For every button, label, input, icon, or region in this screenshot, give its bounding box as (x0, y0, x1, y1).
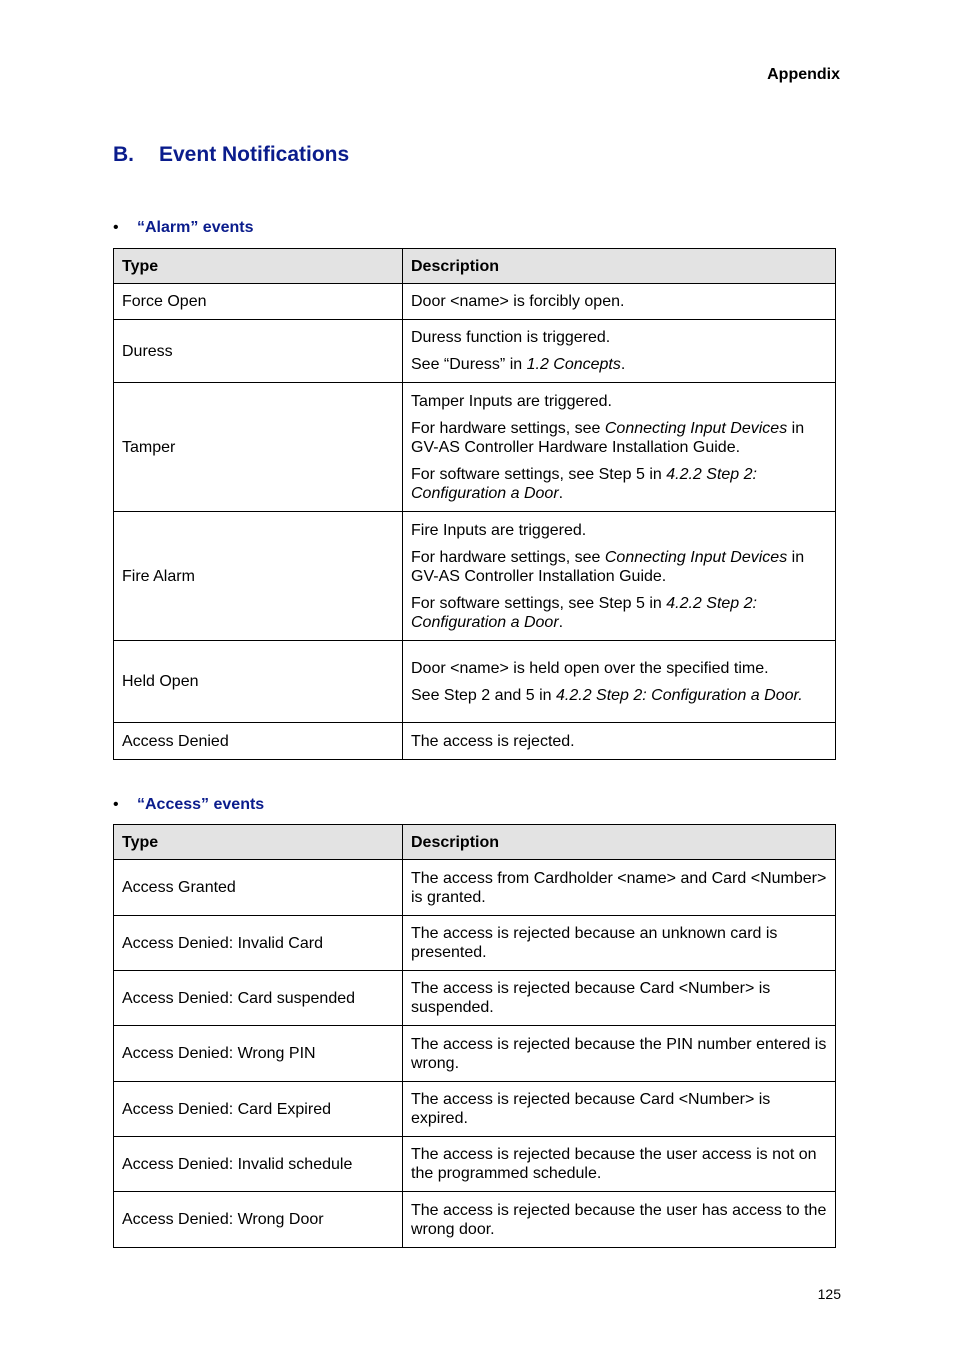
event-description (403, 1026, 836, 1082)
table-row (114, 1137, 836, 1192)
table-row (114, 971, 836, 1026)
description-line: See Step 2 and 5 in 4.2.2 Step 2: Configuration a Door. (411, 686, 803, 704)
description-line: For hardware settings, see Connecting Input Devices in GV-AS Controller Hardware Installation Guide. (411, 419, 805, 456)
alarm-events-title: “Alarm” events (137, 219, 254, 236)
description-line: Duress function is triggered. (411, 329, 611, 346)
table-row (114, 1192, 836, 1248)
access-events-title: “Access” events (137, 796, 265, 813)
alarm-events-heading (113, 219, 254, 237)
event-description (403, 723, 836, 760)
event-description (403, 1192, 836, 1248)
event-type: Duress (114, 320, 403, 383)
event-type: Access Denied: Invalid Card (114, 916, 403, 971)
event-type: Access Denied: Card Expired (114, 1082, 403, 1137)
description-line: For software settings, see Step 5 in 4.2.2 Step 2: Configuration a Door. (411, 594, 757, 631)
event-type: Access Denied: Invalid schedule (114, 1137, 403, 1192)
event-type: Tamper (114, 383, 403, 512)
table-row (114, 320, 836, 383)
table-row (114, 512, 836, 641)
description-line: The access is rejected because Card <Number> is expired. (411, 1091, 771, 1127)
access-events-heading (113, 796, 264, 814)
description-line: The access is rejected because an unknown card is presented. (411, 925, 778, 961)
event-description (403, 320, 836, 383)
table-row (114, 916, 836, 971)
column-header-description: Description (403, 249, 836, 284)
table-row (114, 860, 836, 916)
table-row (114, 723, 836, 760)
event-description (403, 383, 836, 512)
bullet-icon: • (113, 219, 119, 236)
event-type: Force Open (114, 284, 403, 320)
event-type: Access Denied: Wrong PIN (114, 1026, 403, 1082)
description-line: Tamper Inputs are triggered. (411, 392, 612, 410)
column-header-type: Type (114, 825, 403, 860)
description-line: The access is rejected. (411, 732, 575, 750)
event-description (403, 1137, 836, 1192)
table-header-row (114, 825, 836, 860)
section-title-text: Event Notifications (159, 143, 350, 166)
event-type: Access Denied (114, 723, 403, 760)
running-header: Appendix (767, 66, 840, 83)
description-line: For hardware settings, see Connecting Input Devices in GV-AS Controller Installation Guide. (411, 548, 805, 585)
column-header-type: Type (114, 249, 403, 284)
alarm-events-table (113, 248, 836, 760)
event-type: Access Denied: Wrong Door (114, 1192, 403, 1248)
table-row (114, 641, 836, 723)
description-line: The access is rejected because the PIN number entered is wrong. (411, 1035, 827, 1072)
description-line: For software settings, see Step 5 in 4.2.2 Step 2: Configuration a Door. (411, 465, 757, 502)
description-line: See “Duress” in 1.2 Concepts. (411, 356, 626, 373)
description-line: Fire Inputs are triggered. (411, 521, 587, 539)
description-line: The access from Cardholder <name> and Card <Number> is granted. (411, 869, 827, 906)
description-line: Door <name> is forcibly open. (411, 293, 625, 310)
table-row (114, 383, 836, 512)
description-line: Door <name> is held open over the specified time. (411, 659, 769, 677)
page-number: 125 (817, 1286, 841, 1302)
event-description (403, 916, 836, 971)
event-type: Held Open (114, 641, 403, 723)
table-row (114, 284, 836, 320)
section-heading (113, 143, 349, 167)
event-type: Access Denied: Card suspended (114, 971, 403, 1026)
event-type: Access Granted (114, 860, 403, 916)
event-description (403, 641, 836, 723)
event-description (403, 512, 836, 641)
table-row (114, 1026, 836, 1082)
event-description (403, 860, 836, 916)
access-events-table (113, 824, 836, 1248)
section-letter: B. (113, 143, 134, 166)
description-line: The access is rejected because the user access is not on the programmed schedule. (411, 1146, 817, 1182)
description-line: The access is rejected because the user has access to the wrong door. (411, 1201, 827, 1238)
bullet-icon: • (113, 796, 119, 813)
event-description (403, 1082, 836, 1137)
event-type: Fire Alarm (114, 512, 403, 641)
table-header-row (114, 249, 836, 284)
description-line: The access is rejected because Card <Number> is suspended. (411, 980, 771, 1016)
column-header-description: Description (403, 825, 836, 860)
event-description (403, 284, 836, 320)
table-row (114, 1082, 836, 1137)
event-description (403, 971, 836, 1026)
